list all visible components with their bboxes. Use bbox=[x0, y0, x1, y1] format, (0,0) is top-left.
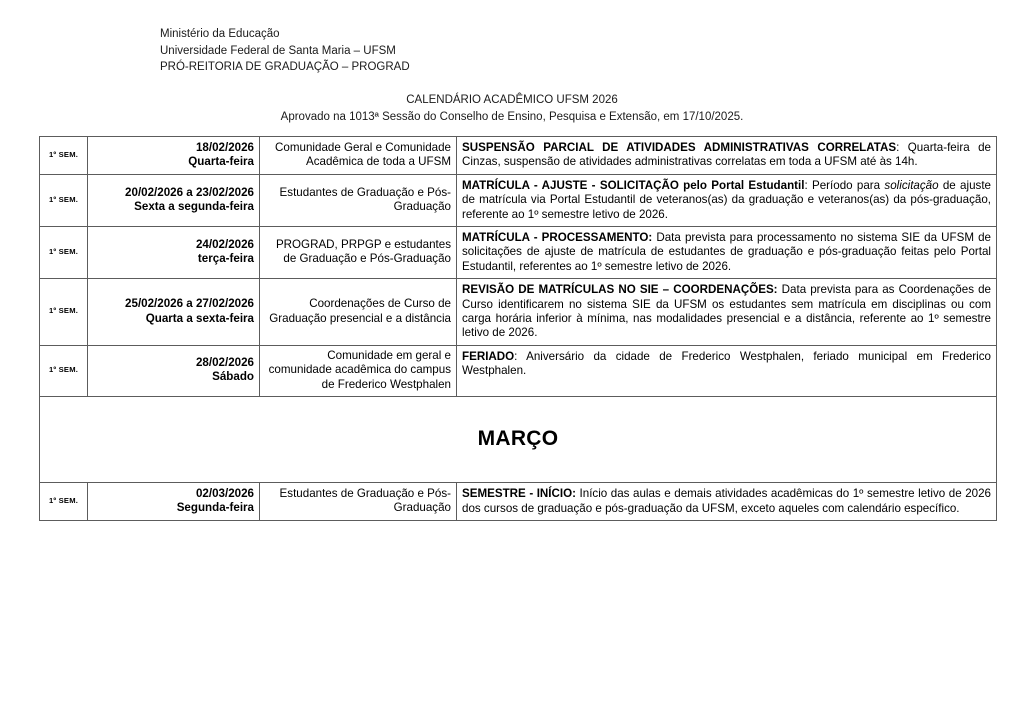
description-cell bbox=[457, 137, 997, 175]
semester-cell: 1º SEM. bbox=[40, 227, 88, 279]
description-body: : Quarta-feira de Cinzas, suspensão de atividades administrativas correlatas em toda a UFSM até às 14h. bbox=[462, 141, 991, 169]
description-lead: REVISÃO DE MATRÍCULAS NO SIE – COORDENAÇÕES: bbox=[462, 283, 778, 297]
description-body: Data prevista para as Coordenações de Curso identificarem no sistema SIE da UFSM os estudantes sem matrícula em disciplinas ou com carga horária inferior à mínima, nas modalidades presencial e a distância, referente ao 1º semestre letivo de 2026. bbox=[462, 283, 991, 340]
document-title-block bbox=[0, 92, 1024, 125]
description-cell bbox=[457, 227, 997, 279]
header-line-prograd: PRÓ-REITORIA DE GRADUAÇÃO – PROGRAD bbox=[160, 61, 410, 73]
page-subtitle: Aprovado na 1013ª Sessão do Conselho de Ensino, Pesquisa e Extensão, em 17/10/2025. bbox=[280, 110, 744, 123]
date-value: 25/02/2026 a 27/02/2026 bbox=[125, 297, 254, 311]
table-row bbox=[40, 227, 997, 279]
semester-cell: 1º SEM. bbox=[40, 279, 88, 346]
date-cell bbox=[88, 483, 260, 521]
description-body-post: de ajuste de matrícula via Portal Estudantil de veteranos(as) da graduação e veteranos(as) da pós-graduação, referente ao 1º semestre letivo de 2026. bbox=[462, 178, 991, 221]
weekday-value: Quarta-feira bbox=[188, 154, 254, 168]
date-value: 02/03/2026 bbox=[195, 486, 254, 500]
date-value: 28/02/2026 bbox=[195, 356, 254, 370]
weekday-value: Sábado bbox=[212, 370, 254, 384]
description-cell bbox=[457, 345, 997, 396]
month-divider-row bbox=[40, 397, 997, 483]
semester-cell: 1º SEM. bbox=[40, 137, 88, 175]
weekday-value: Segunda-feira bbox=[176, 501, 254, 514]
date-value: 20/02/2026 a 23/02/2026 bbox=[125, 185, 254, 199]
date-cell bbox=[88, 137, 260, 175]
audience-cell: Coordenações de Curso de Graduação presencial e a distância bbox=[260, 279, 457, 346]
audience-cell: Estudantes de Graduação e Pós-Graduação bbox=[260, 174, 457, 226]
description-cell bbox=[457, 279, 997, 346]
description-lead: SEMESTRE - INÍCIO: bbox=[462, 487, 576, 501]
description-body: : Aniversário da cidade de Frederico Westphalen, feriado municipal em Frederico Westphalen. bbox=[462, 349, 991, 378]
description-body: Início das aulas e demais atividades acadêmicas do 1º semestre letivo de 2026 dos cursos de graduação e pós-graduação da UFSM, exceto aqueles com calendário específico. bbox=[462, 487, 991, 515]
table-row bbox=[40, 483, 997, 521]
audience-cell: Comunidade Geral e Comunidade Acadêmica de toda a UFSM bbox=[260, 137, 457, 175]
weekday-value: terça-feira bbox=[197, 252, 254, 266]
date-cell bbox=[88, 227, 260, 279]
semester-cell: 1º SEM. bbox=[40, 483, 88, 521]
weekday-value: Sexta a segunda-feira bbox=[134, 199, 254, 213]
semester-cell: 1º SEM. bbox=[40, 174, 88, 226]
date-value: 24/02/2026 bbox=[195, 237, 254, 251]
semester-cell: 1º SEM. bbox=[40, 345, 88, 396]
description-cell bbox=[457, 174, 997, 226]
date-cell bbox=[88, 279, 260, 346]
header-line-university: Universidade Federal de Santa Maria – UFSM bbox=[160, 44, 396, 57]
table-row bbox=[40, 174, 997, 226]
institution-header bbox=[160, 26, 410, 76]
date-cell bbox=[88, 174, 260, 226]
academic-calendar-table bbox=[39, 136, 997, 521]
month-divider-label: MARÇO bbox=[40, 397, 997, 483]
description-lead: SUSPENSÃO PARCIAL DE ATIVIDADES ADMINISTRATIVAS CORRELATAS bbox=[462, 141, 897, 154]
description-emphasis: solicitação bbox=[884, 178, 939, 192]
table-row bbox=[40, 345, 997, 396]
date-value: 18/02/2026 bbox=[195, 140, 254, 154]
weekday-value: Quarta a sexta-feira bbox=[145, 311, 254, 325]
description-lead: MATRÍCULA - PROCESSAMENTO: bbox=[462, 231, 653, 245]
header-line-ministry: Ministério da Educação bbox=[160, 28, 280, 40]
page-title: CALENDÁRIO ACADÊMICO UFSM 2026 bbox=[406, 94, 618, 106]
description-cell bbox=[457, 483, 997, 521]
table-row bbox=[40, 137, 997, 175]
date-cell bbox=[88, 345, 260, 396]
description-body: Data prevista para processamento no sistema SIE da UFSM de solicitações de ajuste de matrícula de estudantes de graduação e pós-graduação feitas pelo Portal Estudantil, referentes ao 1º semestre letivo de 2026. bbox=[462, 231, 991, 273]
audience-cell: Estudantes de Graduação e Pós-Graduação bbox=[260, 483, 457, 521]
description-lead: FERIADO bbox=[462, 349, 515, 363]
description-body-pre: : Período para bbox=[804, 178, 885, 192]
description-lead: MATRÍCULA - AJUSTE - SOLICITAÇÃO pelo Portal Estudantil bbox=[462, 178, 805, 192]
audience-cell: Comunidade em geral e comunidade acadêmica do campus de Frederico Westphalen bbox=[260, 345, 457, 396]
audience-cell: PROGRAD, PRPGP e estudantes de Graduação e Pós-Graduação bbox=[260, 227, 457, 279]
table-row bbox=[40, 279, 997, 346]
